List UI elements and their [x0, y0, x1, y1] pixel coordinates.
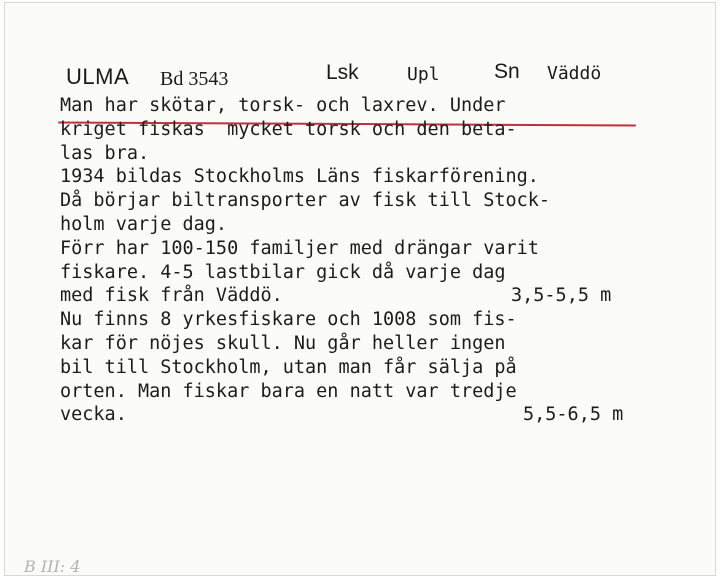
text-line	[60, 165, 660, 189]
category-code: Lsk	[326, 61, 359, 84]
line-text: kar för nöjes skull. Nu går heller ingen	[60, 332, 506, 354]
line-text: Förr har 100-150 familjer med drängar varit	[60, 237, 539, 259]
card-header	[0, 58, 721, 88]
text-line	[60, 332, 660, 356]
line-text: med fisk från Väddö.	[60, 285, 283, 307]
line-text: las bra.	[60, 142, 150, 164]
province-code: Upl	[407, 64, 440, 85]
line-text: bil till Stockholm, utan man får sälja på	[60, 356, 517, 378]
parish-name: Väddö	[547, 63, 602, 84]
parish-label: Sn	[494, 60, 520, 83]
archive-code: ULMA	[66, 64, 130, 89]
depth-note: 5,5-6,5 m	[523, 404, 624, 426]
text-line	[60, 142, 660, 166]
line-text: vecka.	[60, 404, 127, 426]
line-text: kriget fiskas mycket torsk och den beta-	[60, 118, 517, 140]
text-line	[60, 284, 660, 308]
line-text: orten. Man fiskar bara en natt var tredje	[60, 380, 517, 402]
handwritten-signature: B III: 4	[24, 557, 81, 576]
text-line	[60, 118, 660, 142]
line-text: fiskare. 4-5 lastbilar gick då varje dag	[60, 261, 506, 283]
card-body	[60, 94, 660, 427]
line-text: Man har skötar, torsk- och laxrev. Under	[60, 95, 506, 116]
text-line	[60, 380, 660, 404]
text-line	[60, 261, 660, 285]
record-number: Bd 3543	[160, 68, 229, 90]
text-line	[60, 213, 660, 237]
text-line	[60, 94, 660, 118]
text-line	[60, 308, 660, 332]
depth-note: 3,5-5,5 m	[511, 285, 612, 307]
line-text: Nu finns 8 yrkesfiskare och 1008 som fis-	[60, 309, 517, 331]
text-line	[60, 189, 660, 213]
text-line	[60, 237, 660, 261]
line-text: Då börjar biltransporter av fisk till Stock-	[60, 190, 551, 212]
text-line	[60, 356, 660, 380]
text-line	[60, 403, 660, 427]
line-text: 1934 bildas Stockholms Läns fiskarförening.	[60, 166, 539, 188]
line-text: holm varje dag.	[60, 213, 228, 235]
